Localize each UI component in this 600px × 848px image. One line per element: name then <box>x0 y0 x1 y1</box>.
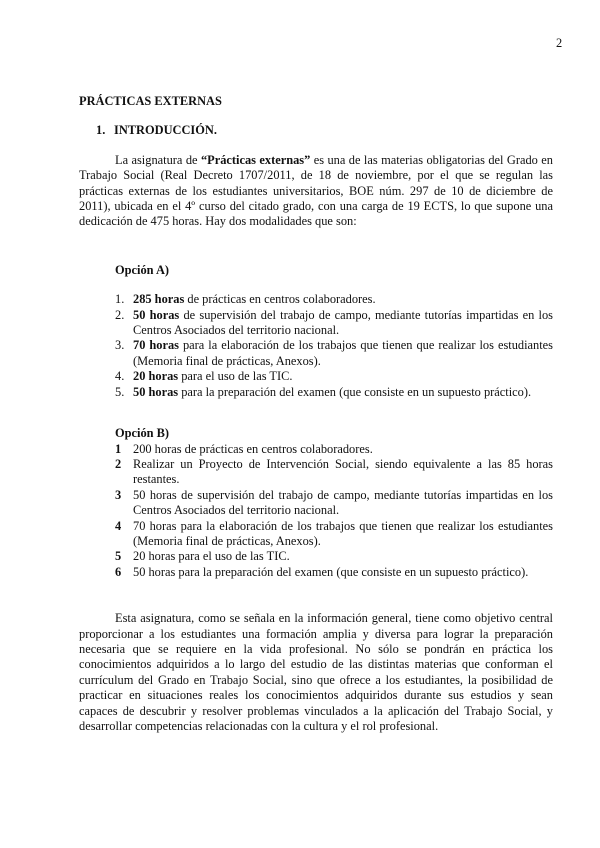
list-item <box>79 442 553 457</box>
list-item <box>79 565 553 580</box>
list-item <box>79 338 553 369</box>
intro-text-after: es una de las materias obligatorias del Grado en Trabajo Social (Real Decreto 1707/2011, de 18 de noviembre, por el que se regulan las prácticas externas de los estudiantes universitarios, BOE núm. 297 de 10 de diciembre de 2011), ubicada en el 4º curso del citado grado, con una carga de 19 ECTS, lo que supone una dedicación de 475 horas. Hay dos modalidades que son: <box>79 152 553 229</box>
list-item <box>79 488 553 519</box>
option-a-list <box>79 292 553 400</box>
list-marker: 6 <box>115 564 122 579</box>
list-marker: 1 <box>115 441 122 456</box>
list-item <box>79 308 553 339</box>
list-item <box>79 292 553 307</box>
item-text: de prácticas en centros colaboradores. <box>184 292 376 307</box>
document-body <box>79 94 553 734</box>
subsection-number: 1. <box>96 123 106 138</box>
list-marker: 3. <box>115 338 125 353</box>
item-text: para la elaboración de los trabajos que tienen que realizar los estudiantes (Memoria final de prácticas, Anexos). <box>133 338 553 368</box>
item-hours: 285 horas <box>133 292 185 307</box>
item-hours: 50 horas <box>133 384 179 399</box>
page-number: 2 <box>556 36 563 50</box>
intro-bold-term: “Prácticas externas” <box>200 152 311 167</box>
item-text: para el uso de las TIC. <box>178 369 293 384</box>
list-item <box>79 385 553 400</box>
option-b-title: Opción B) <box>115 426 170 441</box>
list-marker: 4. <box>115 369 125 384</box>
option-a-title: Opción A) <box>115 262 170 277</box>
item-text: de supervisión del trabajo de campo, mediante tutorías impartidas en los Centros Asociados del territorio nacional. <box>133 307 554 338</box>
closing-paragraph: Esta asignatura, como se señala en la información general, tiene como objetivo central proporcionar a los estudiantes una formación amplia y diversa para lograr la preparación necesaria que se requiere en la vida profesional. No sólo se pondrán en práctica los conocimientos adquiridos a lo largo del estudio de las distintas materias que conforman el currículum del Grado en Trabajo Social, sino que ofrece a los estudiantes, la posibilidad de practicar en situaciones reales los conocimientos adquiridos durante sus estudios y sean capaces de descubrir y resolver problemas vinculados a la aplicación del Trabajo Social, y desarrollar competencias relacionadas con la cultura y el rol profesional. <box>79 611 553 733</box>
subsection-title: INTRODUCCIÓN. <box>114 123 217 138</box>
list-marker: 4 <box>115 518 122 533</box>
item-text: 20 horas para el uso de las TIC. <box>133 549 290 564</box>
list-marker: 1. <box>115 292 125 307</box>
list-item <box>79 549 553 564</box>
item-text: Realizar un Proyecto de Intervención Social, siendo equivalente a las 85 horas restantes. <box>133 456 553 487</box>
list-marker: 5 <box>115 549 122 564</box>
item-text: 50 horas para la preparación del examen (que consiste en un supuesto práctico). <box>133 564 529 579</box>
item-hours: 50 horas <box>133 307 180 322</box>
item-hours: 70 horas <box>133 338 179 353</box>
subsection-heading <box>79 123 553 138</box>
list-item <box>79 457 553 488</box>
list-marker: 2 <box>115 456 122 471</box>
list-marker: 5. <box>115 384 125 399</box>
list-marker: 2. <box>115 307 125 322</box>
intro-text-before: La asignatura de <box>115 152 201 167</box>
item-text: para la preparación del examen (que consiste en un supuesto práctico). <box>178 384 532 399</box>
item-text: 70 horas para la elaboración de los trabajos que tienen que realizar los estudiantes (Memoria final de prácticas, Anexos). <box>133 518 553 548</box>
item-hours: 20 horas <box>133 369 179 384</box>
list-item <box>79 369 553 384</box>
item-text: 200 horas de prácticas en centros colaboradores. <box>133 441 373 456</box>
intro-paragraph <box>79 153 553 230</box>
section-title: PRÁCTICAS EXTERNAS <box>79 94 222 108</box>
option-b-list <box>79 442 553 581</box>
list-marker: 3 <box>115 487 122 502</box>
item-text: 50 horas de supervisión del trabajo de campo, mediante tutorías impartidas en los Centros Asociados del territorio nacional. <box>133 487 553 518</box>
list-item <box>79 519 553 550</box>
